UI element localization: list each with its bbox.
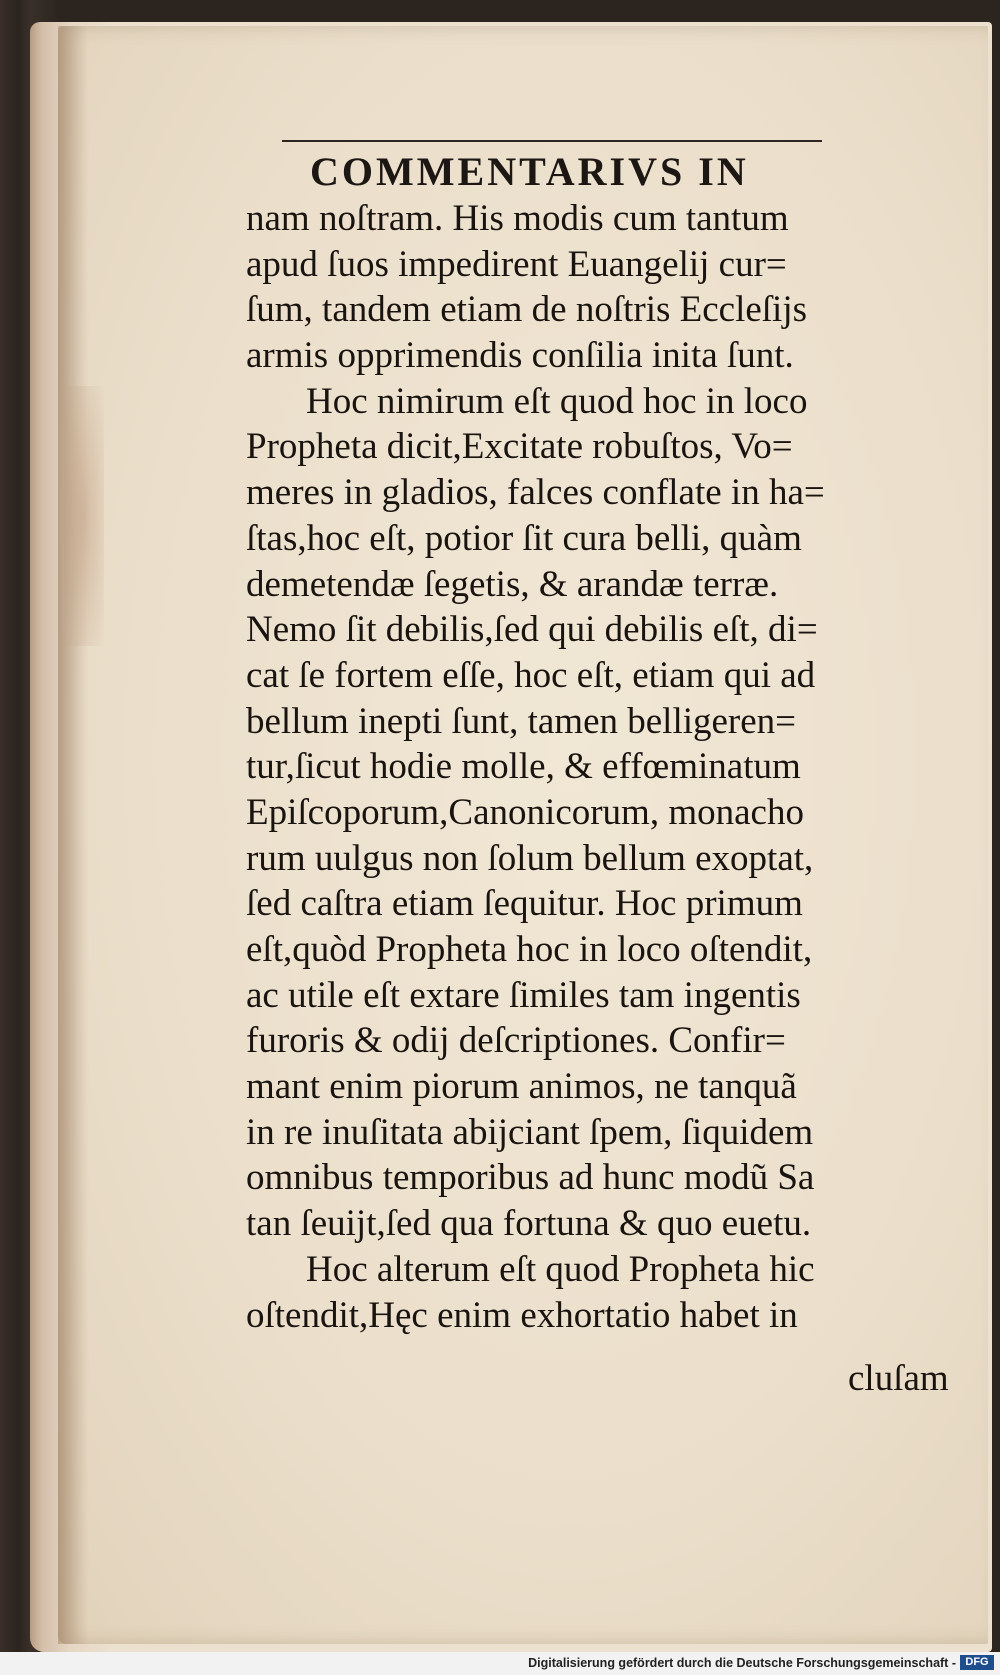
page-crease (58, 26, 88, 1644)
footer-credit: Digitalisierung gefördert durch die Deutsche Forschungsgemeinschaft - (528, 1656, 956, 1670)
text-line: Epiſcoporum,Canonicorum, monacho (246, 791, 804, 833)
text-line: omnibus temporibus ad hunc modũ Sa (246, 1157, 815, 1199)
header-rule (282, 140, 822, 142)
text-line: ac utile eſt extare ſimiles tam ingentis (246, 974, 801, 1016)
text-line: tur,ſicut hodie molle, & effœminatum (246, 746, 801, 788)
catchword: cluſam (848, 1358, 949, 1399)
text-line: ſum, tandem etiam de noſtris Eccleſijs (246, 289, 808, 331)
text-line: in re inuſitata abijciant ſpem, ſiquidem (246, 1111, 814, 1153)
text-line: nam noſtram. His modis cum tantum (246, 198, 789, 239)
text-line: furoris & odij deſcriptiones. Confir= (246, 1020, 786, 1062)
text-line: Nemo ſit debilis,ſed qui debilis eſt, di= (246, 609, 818, 651)
text-line: oſtendit,Hęc enim exhortatio habet in (246, 1294, 798, 1336)
text-line: rum uulgus non ſolum bellum exoptat, (246, 837, 814, 879)
text-line: ſed caſtra etiam ſequitur. Hoc primum (246, 883, 803, 925)
text-line: Hoc nimirum eſt quod hoc in loco (306, 380, 808, 422)
text-line: apud ſuos impedirent Euangelij cur= (246, 243, 787, 285)
text-line: mant enim piorum animos, ne tanquã (246, 1066, 797, 1108)
text-line: armis opprimendis conſilia inita ſunt. (246, 335, 794, 377)
text-line: Hoc alterum eſt quod Propheta hic (306, 1248, 815, 1290)
dfg-logo: DFG (960, 1655, 994, 1670)
text-line: tan ſeuijt,ſed qua fortuna & quo euetu. (246, 1203, 812, 1245)
page-stain (64, 386, 104, 646)
body-text (246, 196, 980, 1338)
text-line: bellum inepti ſunt, tamen belligeren= (246, 700, 797, 742)
running-head: COMMENTARIVS IN (310, 149, 749, 194)
text-line: Propheta dicit,Excitate robuſtos, Vo= (246, 426, 793, 468)
text-line: ſtas,hoc eſt, potior ſit cura belli, quàm (246, 517, 802, 559)
text-line: demetendæ ſegetis, & arandæ terræ. (246, 563, 779, 605)
text-line: cat ſe fortem eſſe, hoc eſt, etiam qui ad (246, 654, 816, 696)
text-line: eſt,quòd Propheta hoc in loco oſtendit, (246, 929, 813, 970)
text-line: meres in gladios, falces conflate in ha= (246, 472, 825, 514)
